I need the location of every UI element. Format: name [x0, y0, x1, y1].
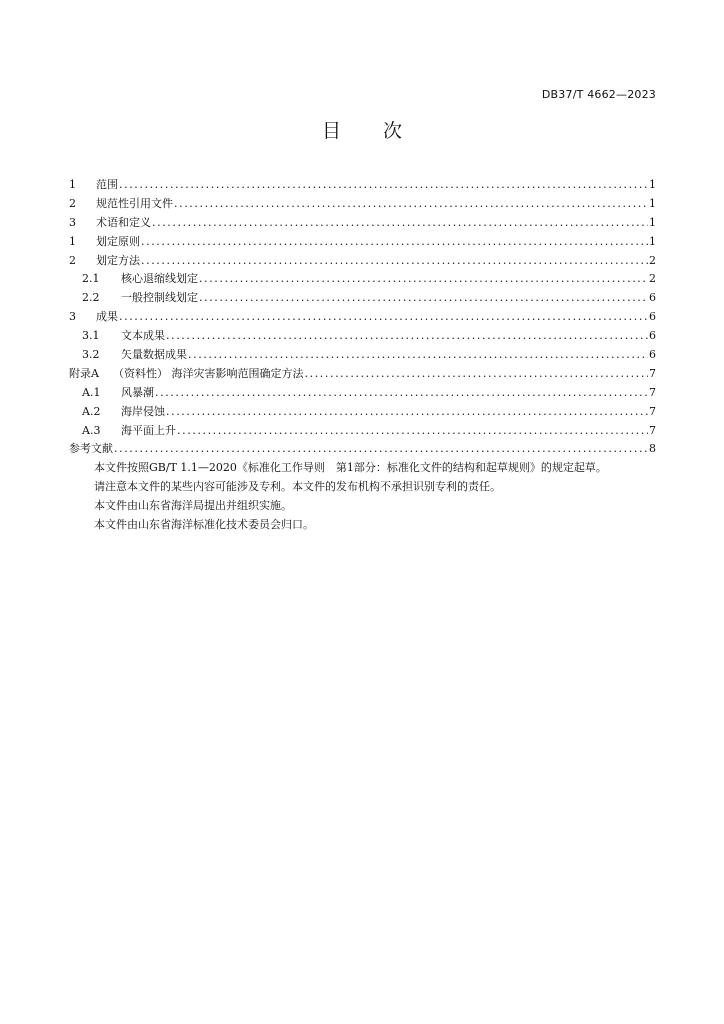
foreword-text	[69, 459, 656, 535]
toc-entry-number: A.2	[82, 404, 101, 418]
toc-entry-number: A.3	[82, 423, 101, 437]
toc-entry-number: 3	[69, 310, 76, 324]
toc-entry-label: 术语和定义	[96, 215, 151, 229]
toc-entry-label: 划定原则	[96, 234, 140, 248]
toc-dot-leader	[166, 327, 648, 346]
toc-entry-page: 2	[649, 253, 656, 267]
toc-entry-page: 8	[649, 442, 656, 456]
toc-entry-label: 风暴潮	[121, 385, 154, 399]
toc-entry-references[interactable]	[69, 440, 656, 459]
toc-entry[interactable]	[69, 270, 656, 289]
toc-entry-page: 6	[649, 329, 656, 343]
page-title: 目 次	[321, 120, 421, 142]
toc-dot-leader	[141, 233, 648, 252]
toc-entry[interactable]	[69, 195, 656, 214]
toc-entry-page: 1	[649, 178, 656, 191]
toc-entry[interactable]	[69, 252, 656, 271]
toc-entry[interactable]	[69, 346, 656, 365]
toc-entry[interactable]	[69, 176, 656, 195]
toc-entry-page: 1	[649, 234, 656, 248]
toc-entry-number: 3.1	[82, 329, 100, 343]
toc-entry-page: 6	[649, 310, 656, 324]
toc-entry-label: 成果	[96, 310, 118, 324]
toc-dot-leader	[199, 289, 648, 308]
toc-entry[interactable]	[69, 233, 656, 252]
toc-entry-number: 2	[69, 196, 76, 210]
toc-entry-label: 核心退缩线划定	[121, 272, 198, 286]
toc-entry-number: A.1	[82, 385, 101, 399]
toc-dot-leader	[114, 440, 648, 459]
toc-entry-number: 2.1	[82, 272, 100, 286]
toc-entry-page: 6	[649, 348, 656, 362]
toc-dot-leader	[141, 252, 648, 271]
toc-dot-leader	[188, 346, 648, 365]
toc-entry-number: 1	[69, 234, 76, 248]
toc-dot-leader	[174, 195, 648, 214]
toc-entry-label: 范围	[96, 178, 118, 191]
toc-dot-leader	[152, 214, 648, 233]
foreword-paragraph: 本文件按照GB/T 1.1—2020《标准化工作导则 第1部分：标准化文件的结构和起草规则》的规定起草。	[94, 461, 607, 474]
foreword-paragraph: 本文件由山东省海洋局提出并组织实施。	[94, 498, 292, 512]
foreword-paragraph: 本文件由山东省海洋标准化技术委员会归口。	[94, 517, 314, 531]
toc-entry-label: 文本成果	[121, 329, 165, 343]
toc-entry-page: 6	[649, 291, 656, 305]
toc-entry-label: 海岸侵蚀	[121, 404, 165, 418]
toc-entry-number: 2	[69, 253, 76, 267]
toc-entry[interactable]	[69, 327, 656, 346]
toc-entry-page: 7	[649, 385, 656, 399]
toc-entry-label: 一般控制线划定	[121, 291, 198, 305]
document-code: DB37/T 4662—2023	[541, 88, 656, 101]
toc-entry-number: 2.2	[82, 291, 100, 305]
toc-entry-page: 2	[649, 272, 656, 286]
toc-dot-leader	[199, 270, 648, 289]
toc-entry[interactable]	[69, 289, 656, 308]
toc-entry-label: 海平面上升	[121, 423, 176, 437]
table-of-contents	[69, 176, 656, 459]
toc-entry-label: 参考文献	[69, 442, 113, 456]
toc-entry-label: 矢量数据成果	[121, 348, 187, 362]
toc-entry[interactable]	[69, 403, 656, 422]
toc-entry-page: 1	[649, 215, 656, 229]
toc-entry[interactable]	[69, 384, 656, 403]
toc-entry-page: 7	[649, 404, 656, 418]
toc-entry-number: 附录A	[69, 366, 99, 380]
toc-dot-leader	[166, 403, 648, 422]
toc-entry[interactable]	[69, 214, 656, 233]
toc-entry-label: 划定方法	[96, 253, 140, 267]
toc-dot-leader	[119, 176, 648, 195]
toc-dot-leader	[119, 308, 648, 327]
toc-entry-appendix[interactable]	[69, 365, 656, 384]
toc-entry-number: 1	[69, 178, 76, 191]
toc-dot-leader	[155, 384, 648, 403]
toc-dot-leader	[177, 422, 648, 441]
toc-entry-page: 1	[649, 196, 656, 210]
toc-entry[interactable]	[69, 422, 656, 441]
toc-entry-number: 3.2	[82, 348, 100, 362]
toc-entry-page: 7	[649, 423, 656, 437]
toc-entry-label: 规范性引用文件	[96, 196, 173, 210]
toc-entry[interactable]	[69, 308, 656, 327]
toc-entry-page: 7	[649, 366, 656, 380]
toc-entry-number: 3	[69, 215, 76, 229]
toc-entry-label: （资料性） 海洋灾害影响范围确定方法	[113, 366, 304, 380]
foreword-paragraph: 请注意本文件的某些内容可能涉及专利。本文件的发布机构不承担识别专利的责任。	[94, 479, 501, 493]
toc-dot-leader	[305, 365, 649, 384]
